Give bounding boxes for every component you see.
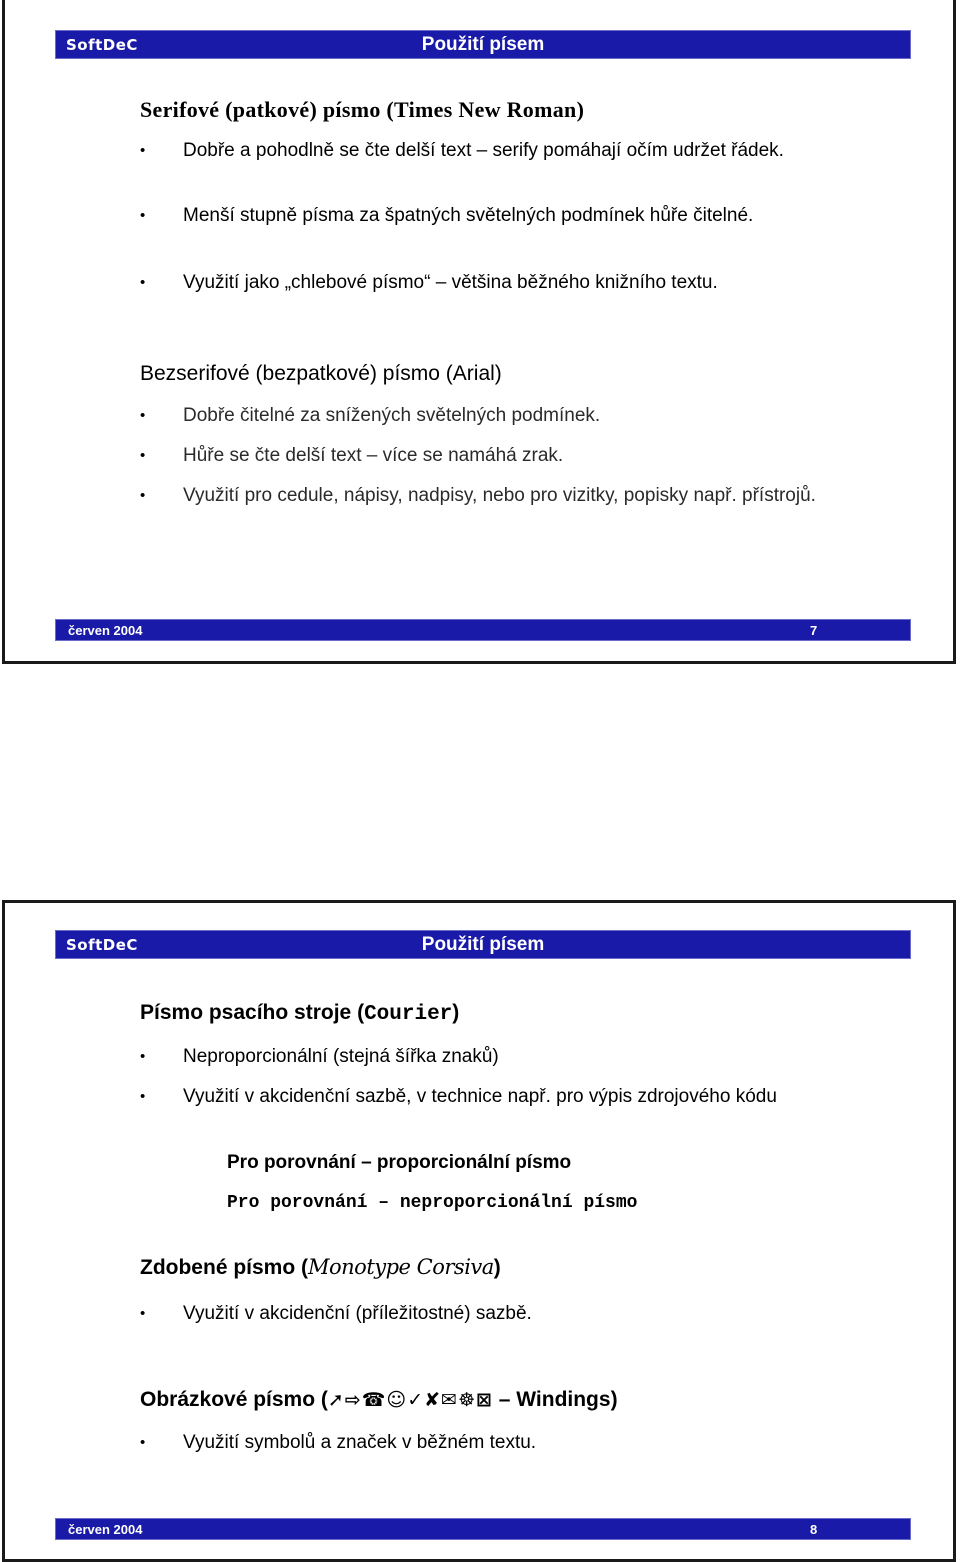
section-heading-pictorial: Obrázkové písmo (➚⇨☎☺✓✘✉☸⊠ – Windings) (140, 1388, 618, 1411)
footer-date: červen 2004 (68, 1522, 143, 1537)
slide-7: SoftDeC Použití písem Serifové (patkové) písmo (Times New Roman) • Dobře a pohodlně se čte delší text – serify pomáhají očím udržet řádek. • Menší stupně písma za špatných světelných podmínek hůře čitelné. • Využití jako „chlebové písmo“ – většina běžného knižního textu. Bezserifové (bezpatkové) písmo (Arial) • Dobře čitelné za snížených světelných podmínek. • Hůře se čte delší text – více se namáhá zrak. • Využití pro cedule, nápisy, nadpisy, nebo pro vizitky, popisky např. přístrojů. červen 2004 7 (2, 0, 956, 664)
bullet-icon: • (140, 447, 146, 464)
softdec-logo: SoftDeC (66, 936, 138, 954)
bullet-icon: • (140, 1088, 146, 1105)
section-heading-sans: Bezserifové (bezpatkové) písmo (Arial) (140, 362, 502, 385)
slide-8: SoftDeC Použití písem Písmo psacího stroje (Courier) • Neproporcionální (stejná šířka znaků) • Využití v akcidenční sazbě, v technice např. pro výpis zdrojového kódu Pro porovnání – proporcionální písmo Pro porovnání – neproporcionální písmo Zdobené písmo (Monotype Corsiva) • Využití v akcidenční (příležitostné) sazbě. Obrázkové písmo (➚⇨☎☺✓✘✉☸⊠ – Windings) • Využití symbolů a značek v běžném textu. červen 2004 8 (2, 900, 956, 1562)
slide-footer (55, 619, 911, 641)
softdec-logo: SoftDeC (66, 36, 138, 54)
windings-symbols-icon: ➚⇨☎☺✓✘✉☸⊠ (327, 1389, 493, 1411)
bullet-icon: • (140, 487, 146, 504)
bullet-icon: • (140, 1048, 146, 1065)
bullet-icon: • (140, 1434, 146, 1451)
bullet-icon: • (140, 1305, 146, 1322)
footer-date: červen 2004 (68, 623, 143, 638)
sample-proportional: Pro porovnání – proporcionální písmo (227, 1152, 572, 1173)
slide-title: Použití písem (421, 934, 545, 955)
bullet-icon: • (140, 407, 146, 424)
slide-footer (55, 1518, 911, 1540)
page-number: 8 (810, 1522, 818, 1537)
section-heading-serif: Serifové (patkové) písmo (Times New Roman) (140, 97, 585, 122)
slide-header-bar (55, 930, 911, 959)
slide-title: Použití písem (421, 34, 545, 55)
page-number: 7 (810, 623, 818, 638)
bullet-icon: • (140, 142, 146, 159)
section-heading-courier: Písmo psacího stroje (Courier) (140, 1001, 460, 1026)
bullet-icon: • (140, 274, 146, 291)
slide-header-bar (55, 30, 911, 59)
section-heading-decorative: Zdobené písmo (Monotype Corsiva) (140, 1255, 501, 1279)
sample-monospace: Pro porovnání – neproporcionální písmo (227, 1193, 638, 1213)
bullet-icon: • (140, 207, 146, 224)
